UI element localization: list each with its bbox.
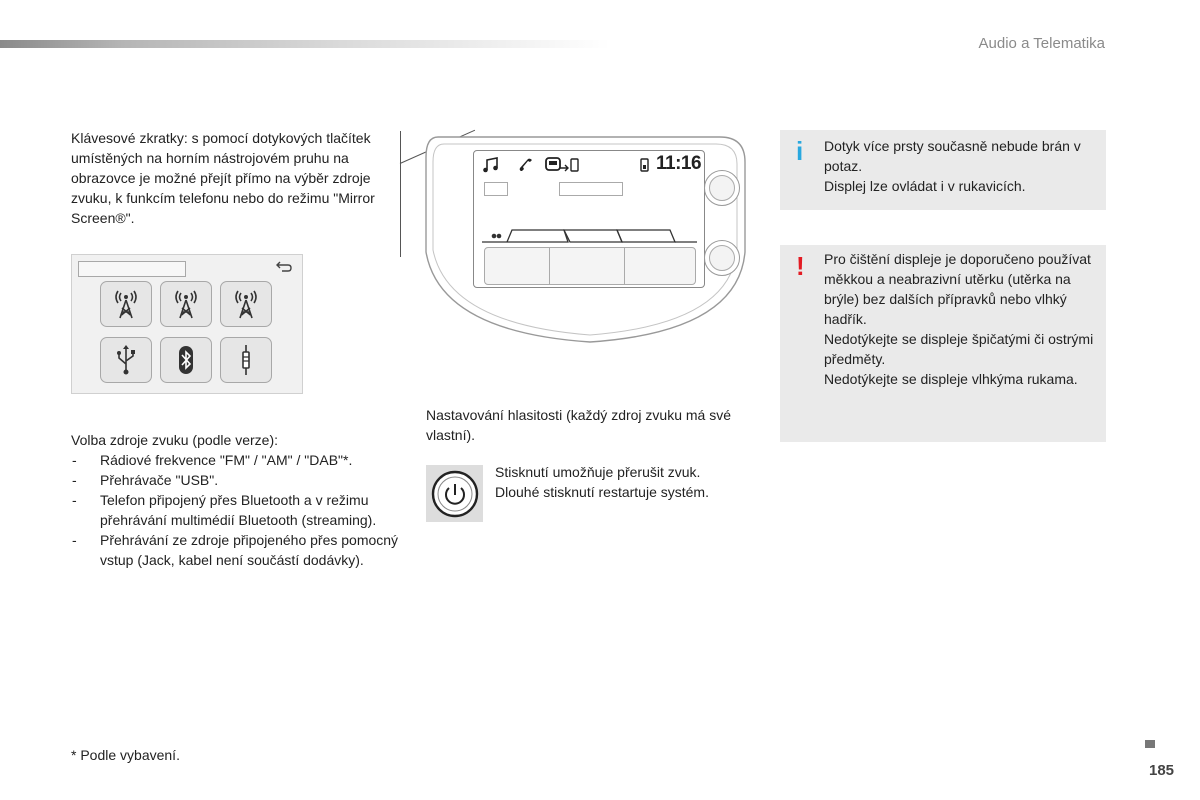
warning-note [780, 245, 1106, 442]
screen-field-wide [559, 182, 623, 196]
power-button-illustration [426, 465, 483, 522]
power-text [495, 462, 755, 502]
jack-source-button[interactable] [220, 337, 272, 383]
info-note [780, 130, 1106, 210]
panel-title-field [78, 261, 186, 277]
softkey-divider [624, 248, 625, 284]
phone-icon[interactable] [518, 157, 534, 173]
softkey-divider [549, 248, 550, 284]
source-selection-section [71, 430, 401, 570]
list-item: - Telefon připojený přes Bluetooth a v režimu přehrávání multimédií Bluetooth (streaming). [71, 490, 401, 530]
power-knob-center [709, 245, 735, 271]
dab-radio-button[interactable] [220, 281, 272, 327]
bluetooth-source-button[interactable] [160, 337, 212, 383]
music-note-icon[interactable] [482, 157, 500, 173]
source-list [71, 450, 401, 570]
page-number: 185 [1149, 762, 1175, 779]
footnote: * Podle vybavení. [71, 747, 180, 763]
am-radio-button[interactable] [160, 281, 212, 327]
power-text-short-press: Stisknutí umožňuje přerušit zvuk. [495, 464, 701, 480]
back-arrow-icon[interactable] [276, 259, 292, 275]
volume-knob-center [709, 175, 735, 201]
page-marker [1145, 740, 1155, 748]
info-note-line: Dotyk více prsty současně nebude brán v potaz. [824, 138, 1081, 174]
warning-note-line: Nedotýkejte se displeje špičatými či ostrými předměty. [824, 331, 1094, 367]
screen-field-small [484, 182, 508, 196]
warning-note-text [824, 249, 1100, 389]
power-text-long-press: Dlouhé stisknutí restartuje systém. [495, 484, 709, 500]
header-gradient-bar [0, 40, 610, 48]
shortcuts-text: Klávesové zkratky: s pomocí dotykových tlačítek umístěných na horním nástrojovém pruhu na obrazovce je možné přejít přímo na výběr zdroje zvuku, k funkcím telefonu nebo do režimu "Mirror Screen®". [71, 130, 375, 226]
info-icon: i [796, 136, 804, 166]
volume-text: Nastavování hlasitosti (každý zdroj zvuku má své vlastní). [426, 407, 732, 443]
fm-radio-button[interactable] [100, 281, 152, 327]
screen-softkey-bar [484, 247, 696, 285]
usb-source-button[interactable] [100, 337, 152, 383]
usb-icon [112, 344, 140, 376]
radio-antenna-icon [172, 288, 200, 320]
screen-tabs [482, 227, 697, 243]
battery-icon [640, 158, 650, 172]
volume-knob[interactable] [704, 170, 740, 206]
section-title: Audio a Telematika [978, 35, 1105, 52]
info-note-line: Displej lze ovládat i v rukavicích. [824, 178, 1026, 194]
radio-antenna-icon [112, 288, 140, 320]
power-icon [430, 469, 480, 519]
clock-display: 11:16 [656, 153, 702, 174]
mirror-screen-icon[interactable] [544, 156, 584, 174]
list-item: - Přehrávače "USB". [71, 470, 401, 490]
bluetooth-icon [172, 344, 200, 376]
touch-screen[interactable] [473, 150, 705, 288]
info-note-text [824, 136, 1100, 196]
jack-cable-icon [232, 344, 260, 376]
callout-line [400, 131, 401, 257]
list-item: - Rádiové frekvence "FM" / "AM" / "DAB"*. [71, 450, 401, 470]
list-item: - Přehrávání ze zdroje připojeného přes pomocný vstup (Jack, kabel není součástí dodávky). [71, 530, 401, 570]
power-knob[interactable] [704, 240, 740, 276]
source-selection-panel [71, 254, 303, 394]
radio-antenna-icon [232, 288, 260, 320]
warning-note-line: Pro čištění displeje je doporučeno používat měkkou a neabrazivní utěrku (utěrka na brýle) bez dalších přípravků nebo vlhký hadřík. [824, 251, 1091, 327]
warning-icon: ! [796, 251, 805, 281]
warning-note-line: Nedotýkejte se displeje vlhkýma rukama. [824, 371, 1078, 387]
source-selection-intro: Volba zdroje zvuku (podle verze): [71, 432, 278, 448]
